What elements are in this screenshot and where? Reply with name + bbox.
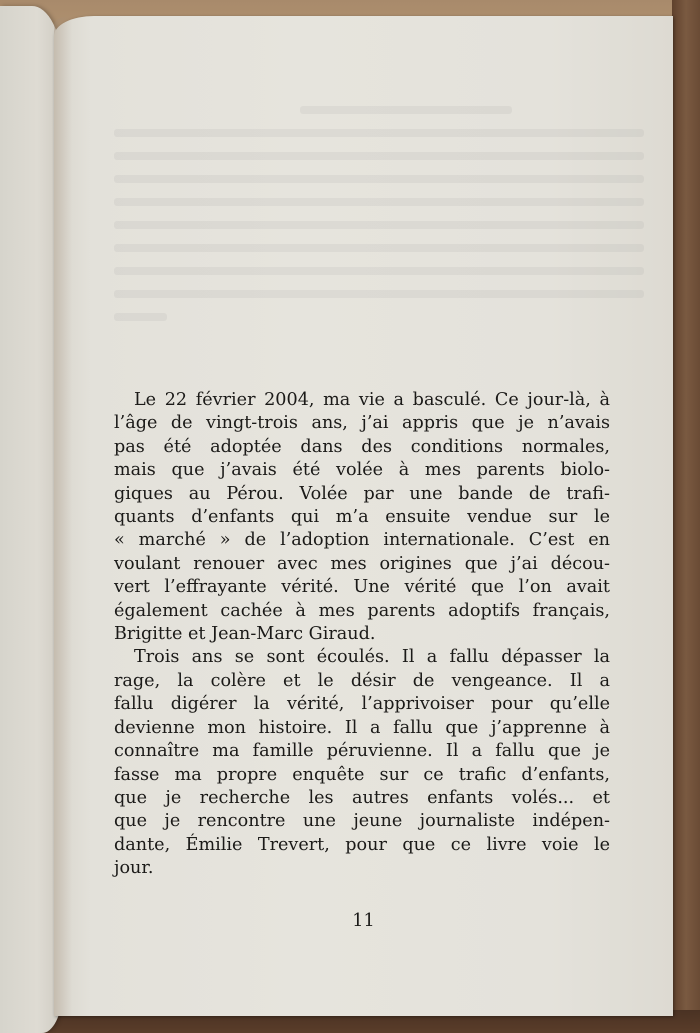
bleed-through-text (114, 106, 644, 366)
bleed-line (114, 267, 644, 275)
text-line: rage, la colère et le désir de vengeance. Il a (114, 670, 610, 691)
text-line: que je rencontre une jeune journaliste indépen- (114, 811, 610, 832)
text-line: également cachée à mes parents adoptifs français, (114, 600, 610, 621)
text-line: jour. (114, 858, 154, 879)
text-line: dante, Émilie Trevert, pour que ce livre voie le (114, 834, 610, 855)
text-line: vert l’effrayante vérité. Une vérité que l’on avait (114, 577, 610, 598)
text-line: pas été adoptée dans des conditions normales, (114, 436, 610, 457)
bleed-line (114, 198, 644, 206)
text-line: Brigitte et Jean-Marc Giraud. (114, 624, 376, 645)
book-page (54, 16, 673, 1016)
text-line: mais que j’avais été volée à mes parents biolo- (114, 460, 610, 481)
bleed-line (114, 129, 644, 137)
text-line: fallu digérer la vérité, l’apprivoiser pour qu’elle (114, 694, 610, 715)
bleed-line (114, 175, 644, 183)
text-line: Trois ans se sont écoulés. Il a fallu dépasser la (134, 647, 610, 668)
text-line: voulant renouer avec mes origines que j’ai décou- (114, 553, 610, 574)
text-line: que je recherche les autres enfants volés... et (114, 787, 610, 808)
text-line: quants d’enfants qui m’a ensuite vendue sur le (114, 507, 610, 528)
bleed-line (114, 290, 644, 298)
text-line: devienne mon histoire. Il a fallu que j’apprenne à (114, 717, 610, 738)
bleed-line (114, 313, 167, 321)
page-number: 11 (352, 911, 375, 931)
bleed-line (114, 221, 644, 229)
body-text (114, 389, 610, 881)
paragraph-2 (114, 646, 610, 880)
gutter-shadow (54, 16, 72, 1016)
left-page-edge (0, 6, 62, 1033)
text-line: l’âge de vingt-trois ans, j’ai appris que je n’avais (114, 413, 610, 434)
text-line: fasse ma propre enquête sur ce trafic d’enfants, (114, 764, 610, 785)
text-line: giques au Pérou. Volée par une bande de trafi- (114, 483, 610, 504)
bleed-line (114, 152, 644, 160)
paragraph-1 (114, 389, 610, 646)
bleed-line (300, 106, 512, 114)
bleed-line (114, 244, 644, 252)
text-line: connaître ma famille péruvienne. Il a fallu que je (114, 741, 610, 762)
text-line: « marché » de l’adoption internationale. C’est en (114, 530, 610, 551)
wooden-table-right (672, 0, 700, 1033)
text-line: Le 22 février 2004, ma vie a basculé. Ce jour-là, à (134, 390, 610, 410)
